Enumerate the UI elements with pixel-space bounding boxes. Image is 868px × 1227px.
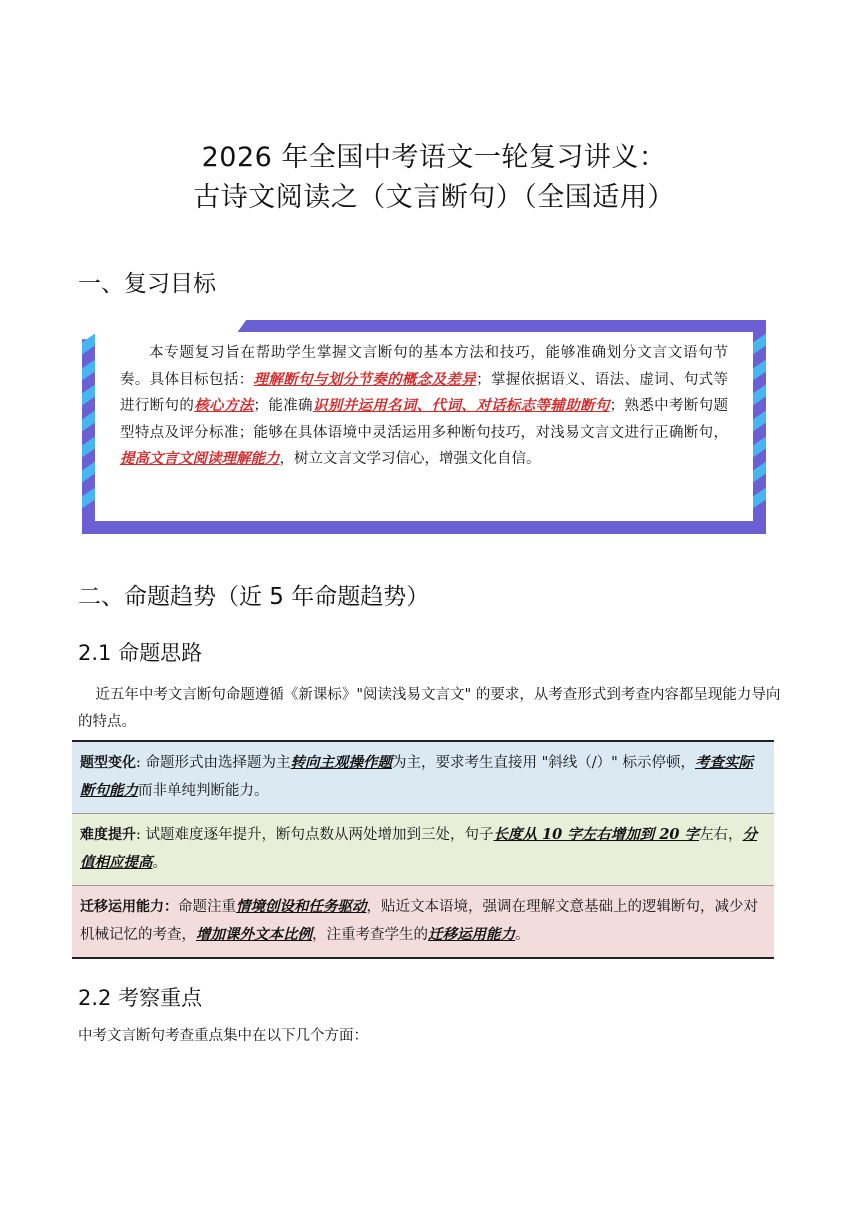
trend-row-label: 题型变化 [80, 755, 136, 771]
goal-highlight-3: 识别并运用名词、代词、对话标志等辅助断句 [312, 397, 610, 414]
document-title-line2: 古诗文阅读之（文言断句）（全国适用） [193, 182, 675, 213]
trend-row-difficulty: 难度提升: 试题难度逐年提升，断句点数从两处增加到三处，句子长度从 10 字左右增加到 20 字左右，分值相应提高。 [72, 814, 774, 886]
review-goals-box [82, 320, 766, 534]
trend-table [72, 740, 774, 959]
document-title-line1: 2026 年全国中考语文一轮复习讲义： [201, 142, 667, 173]
goal-highlight-2: 核心方法 [194, 397, 254, 414]
goal-box-right-stripes [753, 338, 766, 504]
subsection-heading-approach: 2.1 命题思路 [78, 641, 203, 665]
goal-box-left-stripes [82, 338, 95, 504]
focus-intro-text: 中考文言断句考查重点集中在以下几个方面： [78, 1028, 368, 1044]
goal-highlight-4: 提高文言文阅读理解能力 [120, 450, 280, 467]
section-heading-review-goals: 一、复习目标 [78, 271, 216, 297]
subsection-heading-focus: 2.2 考察重点 [78, 986, 203, 1010]
trend-row-label: 迁移运用能力： [80, 899, 178, 915]
review-goals-text: 本专题复习旨在帮助学生掌握文言断句的基本方法和技巧，能够准确划分文言文语句节奏。具体目标包括：理解断句与划分节奏的概念及差异；掌握依据语义、语法、虚词、句式等进行断句的核心方法；能准确识别并运用名词、代词、对话标志等辅助断句；熟悉中考断句题型特点及评分标准；能够在具体语境中灵活运用多种断句技巧，对浅易文言文进行正确断句，提高文言文阅读理解能力，树立文言文学习信心，增强文化自信。 [120, 345, 729, 467]
trend-row-format-change: 题型变化: 命题形式由选择题为主转向主观操作题为主，要求考生直接用 "斜线（/）" 标示停顿，考查实际断句能力而非单纯判断能力。 [72, 742, 774, 814]
section-heading-trends: 二、命题趋势（近 5 年命题趋势） [78, 584, 430, 610]
trend-row-label: 难度提升 [80, 827, 136, 843]
approach-intro-text: 近五年中考文言断句命题遵循《新课标》"阅读浅易文言文" 的要求，从考查形式到考查内容都呈现能力导向的特点。 [78, 687, 781, 730]
goal-highlight-1: 理解断句与划分节奏的概念及差异 [253, 370, 477, 388]
trend-row-transfer: 迁移运用能力：命题注重情境创设和任务驱动，贴近文本语境，强调在理解文意基础上的逻辑断句，减少对机械记忆的考查，增加课外文本比例，注重考查学生的迁移运用能力。 [72, 886, 774, 957]
